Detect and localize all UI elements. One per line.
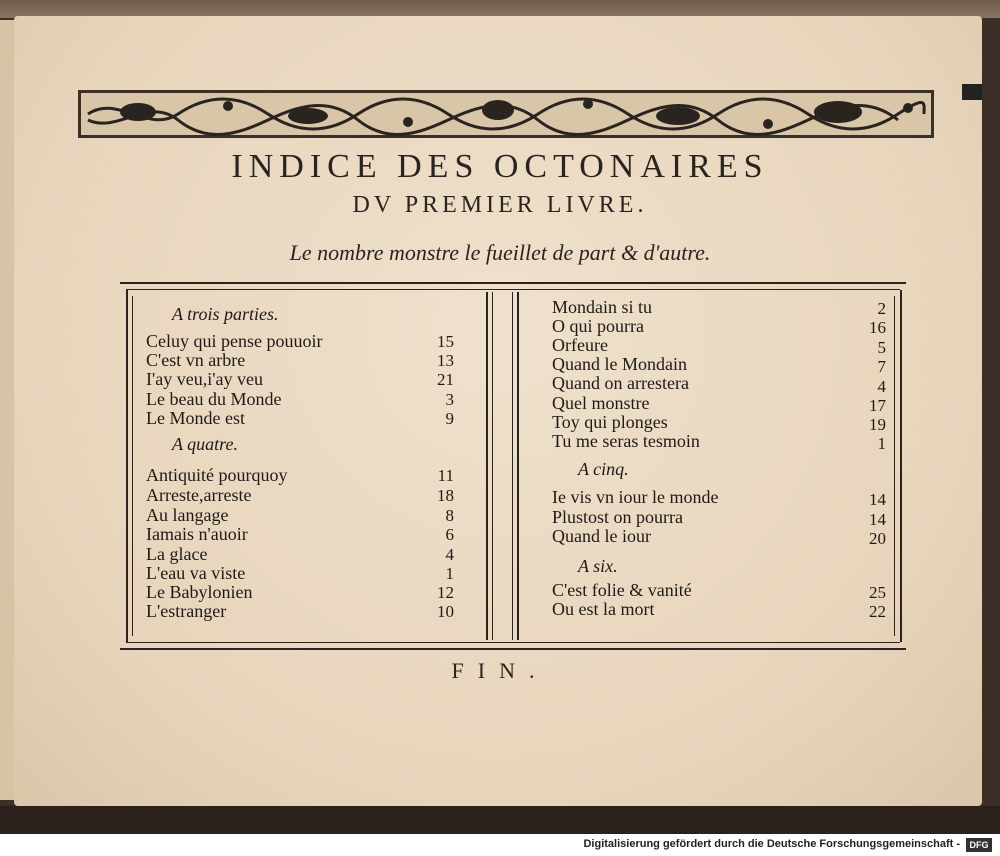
page-number: 4 [445, 545, 454, 564]
table-right-rule [900, 290, 902, 642]
page-number: 2 [877, 299, 886, 318]
group-heading-quatre: A quatre. [172, 434, 238, 454]
index-title: INDICE DES OCTONAIRES [231, 148, 769, 185]
page-number: 9 [445, 409, 454, 428]
table-bottom-rule-inner [126, 642, 900, 643]
list-item: Quel monstre [552, 393, 650, 413]
page-number: 25 [869, 583, 886, 602]
fin-marker: FIN. [451, 658, 549, 683]
list-item: Quand on arrestera [552, 373, 689, 393]
page-number: 6 [445, 525, 454, 544]
table-right-rule-inner [894, 296, 895, 636]
page-number: 11 [437, 466, 454, 485]
page-number: 16 [869, 318, 886, 337]
table-top-rule [120, 282, 906, 284]
table-center-rule-a [486, 292, 488, 640]
decorative-headpiece [78, 90, 934, 138]
page-number: 1 [877, 434, 886, 453]
list-item: C'est folie & vanité [552, 580, 692, 600]
page-number: 4 [877, 377, 886, 396]
page-number: 20 [869, 529, 886, 548]
list-item: Au langage [146, 505, 229, 525]
list-item: Quand le iour [552, 526, 651, 546]
page-number: 19 [869, 415, 886, 434]
index-note: Le nombre monstre le fueillet de part & d'autre. [289, 240, 711, 265]
page-number: 21 [437, 370, 454, 389]
page-tab-marker [962, 84, 982, 100]
group-heading-six: A six. [578, 556, 618, 576]
list-item: Celuy qui pense pouuoir [146, 331, 323, 351]
list-item: Tu me seras tesmoin [552, 431, 700, 451]
page-number: 1 [445, 564, 454, 583]
page-number: 10 [437, 602, 454, 621]
page-number: 8 [445, 506, 454, 525]
page-number: 12 [437, 583, 454, 602]
list-item: Toy qui plonges [552, 412, 668, 432]
page-number: 22 [869, 602, 886, 621]
page-number: 5 [877, 338, 886, 357]
list-item: I'ay veu,i'ay veu [146, 369, 263, 389]
dfg-logo: DFG [966, 838, 992, 852]
list-item: Le Monde est [146, 408, 245, 428]
table-top-rule-inner [126, 289, 900, 290]
footer-credit: Digitalisierung gefördert durch die Deutsche Forschungsgemeinschaft - [583, 838, 960, 850]
table-center-rule-c [512, 292, 513, 640]
list-item: Mondain si tu [552, 297, 653, 317]
scan-bottom-edge [0, 806, 1000, 834]
list-item: Ie vis vn iour le monde [552, 487, 719, 507]
table-center-rule-b [492, 292, 493, 640]
list-item: Antiquité pourquoy [146, 465, 288, 485]
page-number: 14 [869, 510, 886, 529]
list-item: Plustost on pourra [552, 507, 684, 527]
list-item: Le beau du Monde [146, 389, 282, 409]
page-number: 13 [437, 351, 454, 370]
page-number: 17 [869, 396, 886, 415]
list-item: La glace [146, 544, 208, 564]
table-center-rule-d [517, 292, 519, 640]
table-left-rule [126, 290, 128, 642]
group-heading-trois: A trois parties. [172, 304, 279, 324]
footer-bar [0, 834, 1000, 856]
page-number: 18 [437, 486, 454, 505]
table-bottom-rule [120, 648, 906, 650]
list-item: O qui pourra [552, 316, 644, 336]
group-heading-cinq: A cinq. [578, 459, 629, 479]
page-number: 15 [437, 332, 454, 351]
page-number: 14 [869, 490, 886, 509]
list-item: Quand le Mondain [552, 354, 687, 374]
list-item: C'est vn arbre [146, 350, 246, 370]
list-item: Le Babylonien [146, 582, 253, 602]
table-left-rule-inner [132, 296, 133, 636]
list-item: L'eau va viste [146, 563, 246, 583]
list-item: Orfeure [552, 335, 608, 355]
list-item: Ou est la mort [552, 599, 655, 619]
page-number: 7 [877, 357, 886, 376]
list-item: L'estranger [146, 601, 227, 621]
page-number: 3 [445, 390, 454, 409]
list-item: Arreste,arreste [146, 485, 252, 505]
index-subtitle-book: DV PREMIER LIVRE. [352, 192, 648, 218]
list-item: Iamais n'auoir [146, 524, 248, 544]
